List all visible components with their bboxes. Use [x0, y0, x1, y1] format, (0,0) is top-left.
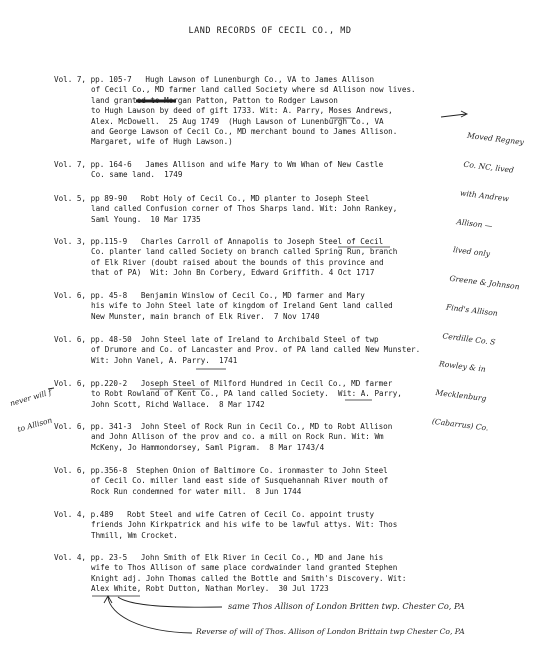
entry-line: Vol. 7, pp. 164-6 James Allison and wife Mary to Wm Whan of New Castle	[54, 160, 384, 169]
note-line: Co. NC, lived	[463, 159, 515, 175]
record-entry	[54, 160, 464, 181]
record-entry	[54, 422, 464, 453]
entry-line: of Cecil Co. miller land east side of Susquehannah River mouth of	[91, 476, 389, 486]
entry-line: land called Confusion corner of Thos Sharps land. Wit: John Rankey,	[91, 204, 398, 214]
entry-line: Vol. 6, pp. 45-8 Benjamin Winslow of Cecil Co., MD farmer and Mary	[54, 291, 365, 300]
arrow-head-mark	[104, 596, 112, 603]
note-line: lived only	[452, 245, 491, 259]
note-line: with Andrew	[459, 188, 510, 204]
note-line: Find's Allison	[445, 302, 499, 318]
entry-line: Vol. 7, pp. 105-7 Hugh Lawson of Lunenburgh Co., VA to James Allison	[54, 75, 375, 84]
record-entry	[54, 553, 464, 595]
note-line: Allison —	[456, 216, 494, 231]
entry-line: Alex. McDowell. 25 Aug 1749 (Hugh Lawson of Lunenburgh Co., VA	[91, 116, 384, 126]
handwritten-note-bottom-2: Reverse of will of Thos. Allison of London Brittain twp Chester Co, PA	[196, 627, 465, 636]
entry-line: Saml Young. 10 Mar 1735	[91, 214, 201, 224]
record-entry	[54, 291, 464, 322]
record-entry	[54, 466, 464, 497]
arrow-mark	[118, 597, 222, 607]
entry-line: and John Allison of the prov and co. a mill on Rock Run. Wit: Wm	[91, 432, 384, 442]
note-line: Cerdille Co. S	[442, 331, 496, 347]
note-line: Mecklenburg	[434, 388, 487, 404]
arrow-mark	[108, 597, 192, 633]
note-line: (Cabarrus) Co.	[431, 416, 489, 433]
entry-line: Vol. 6, pp. 341-3 John Steel of Rock Run in Cecil Co., MD to Robt Allison	[54, 422, 393, 431]
entry-line: Vol. 4, p.489 Robt Steel and wife Catren of Cecil Co. appoint trusty	[54, 510, 375, 519]
entry-line: New Munster, main branch of Elk River. 7 Nov 1740	[91, 311, 320, 321]
entry-line: of Drumore and Co. of Lancaster and Prov. of PA land called New Munster.	[91, 345, 421, 355]
record-entry	[54, 510, 464, 541]
entry-line: friends John Kirkpatrick and his wife to be lawful attys. Wit: Thos	[91, 520, 398, 530]
note-line: never will f	[8, 387, 53, 408]
entry-line: his wife to John Steel late of kingdom of Ireland Gent land called	[91, 301, 393, 311]
entry-line: McKeny, Jo Hammondorsey, Saml Pigram. 8 Mar 1743/4	[91, 442, 325, 452]
entry-line: Vol. 6, pp. 48-50 John Steel late of Ireland to Archibald Steel of twp	[54, 335, 379, 344]
record-entry	[54, 379, 464, 410]
record-entry	[54, 194, 464, 225]
entry-line: Wit: John Vanel, A. Parry. 1741	[91, 355, 238, 365]
record-entry	[54, 237, 464, 279]
entry-line: Vol. 3, pp.115-9 Charles Carroll of Annapolis to Joseph Steel of Cecil	[54, 237, 384, 246]
entry-line: Vol. 6, pp.356-8 Stephen Onion of Baltimore Co. ironmaster to John Steel	[54, 466, 388, 475]
entry-line: and George Lawson of Cecil Co., MD merchant bound to James Allison.	[91, 127, 398, 137]
entry-line: to Hugh Lawson by deed of gift 1733. Wit: A. Parry, Moses Andrews,	[91, 106, 393, 116]
entry-line: Knight adj. John Thomas called the Bottle and Smith's Discovery. Wit:	[91, 573, 407, 583]
note-line: Greene & Johnson	[449, 273, 521, 292]
entry-line: Rock Run condemned for water mill. 8 Jun 1744	[91, 486, 302, 496]
entry-line: of Elk River (doubt raised about the bounds of this province and	[91, 257, 384, 267]
entry-line: Vol. 4, pp. 23-5 John Smith of Elk River in Cecil Co., MD and Jane his	[54, 553, 384, 562]
entry-line: Margaret, wife of Hugh Lawson.)	[91, 137, 233, 147]
entry-line: to Robt Rowland of Kent Co., PA land called Society. Wit: A. Parry,	[91, 389, 402, 399]
entry-line: of Cecil Co., MD farmer land called Society where sd Allison now lives.	[91, 85, 416, 95]
note-line: Rowley & in	[438, 359, 487, 375]
entry-line: Co. same land. 1749	[91, 170, 183, 180]
entry-line: Vol. 5, pp 89-90 Robt Holy of Cecil Co., MD planter to Joseph Steel	[54, 194, 370, 203]
page-title: LAND RECORDS OF CECIL CO., MD	[188, 26, 352, 36]
note-line: to Allison	[16, 415, 54, 434]
entry-line: Alex White, Robt Dutton, Nathan Morley. 30 Jul 1723	[91, 584, 329, 594]
record-entry	[54, 335, 464, 366]
entry-line: Thmill, Wm Crocket.	[91, 530, 178, 540]
handwritten-note-bottom-1: same Thos Allison of London Britten twp. Chester Co, PA	[228, 601, 465, 611]
entry-line: wife to Thos Allison of same place cordwainder land granted Stephen	[91, 563, 398, 573]
entry-line: John Scott, Richd Wallace. 8 Mar 1742	[91, 399, 265, 409]
entry-line: Vol. 6, pp.220-2 Joseph Steel of Milford Hundred in Cecil Co., MD farmer	[54, 379, 393, 388]
note-line: Moved Regney	[466, 131, 525, 147]
entry-line: that of PA) Wit: John Bn Corbery, Edward Griffith. 4 Oct 1717	[91, 268, 375, 278]
record-entry	[54, 75, 464, 148]
entry-line: land granted to Morgan Patton, Patton to Rodger Lawson	[91, 95, 338, 105]
entry-line: Co. planter land called Society on branch called Spring Run, branch	[91, 247, 398, 257]
